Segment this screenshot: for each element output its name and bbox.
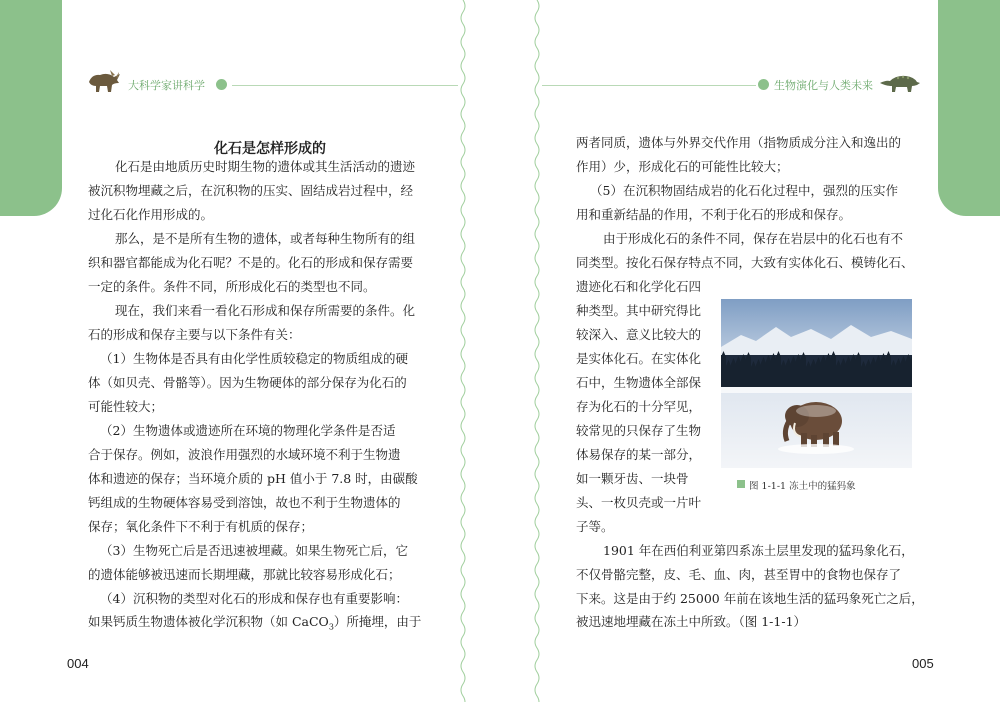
- left-body-text-line: （2）生物遗体或遗迹所在环境的物理化学条件是否适: [100, 423, 396, 438]
- right-body-text-line: 子等。: [576, 519, 614, 534]
- left-body-text-line: 织和器官都能成为化石呢？不是的。化石的形成和保存需要: [88, 255, 414, 270]
- header-dot-icon: [216, 79, 227, 90]
- left-body-text-line: 可能性较大；: [88, 399, 164, 414]
- left-body-text-line: 体（如贝壳、骨骼等）。因为生物硬体的部分保存为化石的: [88, 375, 407, 390]
- right-body-text-line: 是实体化石。在实体化: [576, 351, 702, 366]
- right-body-text-line: 下来。这是由于约 25000 年前在该地生活的猛玛象死亡之后，: [576, 591, 924, 606]
- left-body-text-line: 的遗体能够被迅速而长期埋藏，那就比较容易形成化石；: [88, 567, 401, 582]
- left-running-header: [82, 74, 458, 96]
- left-page-number: 004: [67, 656, 89, 671]
- right-body-text-line: 存为化石的十分罕见，: [576, 399, 702, 414]
- left-body-text-line: 保存；氧化条件下不利于有机质的保存；: [88, 519, 314, 534]
- left-body-text-line: 被沉积物埋藏之后，在沉积物的压实、固结成岩过程中，经: [88, 183, 414, 198]
- right-body-text-line: 两者同质，遗体与外界交代作用（指物质成分注入和逸出的: [576, 135, 902, 150]
- right-body-text-line: 种类型。其中研究得比: [576, 303, 702, 318]
- right-body-text-line: 体易保存的某一部分，: [576, 447, 702, 462]
- caption-marker-icon: [737, 480, 745, 488]
- right-body-text-line: 较深入、意义比较大的: [576, 327, 702, 342]
- header-rule: [542, 85, 756, 86]
- mammoth-in-permafrost-image: [721, 299, 912, 468]
- left-body-text-line: 现在，我们来看一看化石形成和保存所需要的条件。化: [115, 303, 416, 318]
- right-body-text-line: 被迅速地埋藏在冻土中所致。（图 1-1-1）: [576, 614, 807, 629]
- right-body-text-line: 头、一枚贝壳或一片叶: [576, 495, 702, 510]
- right-body-text-line: 如一颗牙齿、一块骨: [576, 471, 689, 486]
- left-body-text-line: 化石是由地质历史时期生物的遗体或其生活活动的遗迹: [115, 159, 416, 174]
- left-body-text-line: （3）生物死亡后是否迅速被埋藏。如果生物死亡后，它: [100, 543, 408, 558]
- left-body-text-line: 钙组成的生物硬体容易受到溶蚀，故也不利于生物遗体的: [88, 495, 401, 510]
- right-body-text-line: （5）在沉积物固结成岩的化石化过程中，强烈的压实作: [590, 183, 898, 198]
- left-body-text-line: 过化石化作用形成的。: [88, 207, 214, 222]
- header-rule: [232, 85, 458, 86]
- right-body-text-line: 用和重新结晶的作用，不利于化石的形成和保存。: [576, 207, 852, 222]
- header-dot-icon: [758, 79, 769, 90]
- figure-caption: 图 1-1-1 冻土中的猛犸象: [749, 481, 856, 492]
- gutter: [458, 0, 542, 702]
- right-body-text-line: 由于形成化石的条件不同，保存在岩层中的化石也有不: [603, 231, 904, 246]
- right-page-number: 005: [912, 656, 934, 671]
- right-body-text-line: 较常见的只保存了生物: [576, 423, 702, 438]
- right-body-text-line: 不仅骨骼完整，皮、毛、血、肉，甚至胃中的食物也保存了: [576, 567, 902, 582]
- left-body-text-line: 如果钙质生物遗体被化学沉积物（如 CaCO$_3$）所掩埋，由于: [88, 614, 422, 632]
- left-body-text-line: （1）生物体是否具有由化学性质较稳定的物质组成的硬: [100, 351, 408, 366]
- right-body-text-line: 1901 年在西伯利亚第四系冻土层里发现的猛玛象化石，: [603, 543, 914, 558]
- right-body-text-line: 石中，生物遗体全部保: [576, 375, 702, 390]
- left-body-text-line: 一定的条件。条件不同，所形成化石的类型也不同。: [88, 279, 376, 294]
- ankylosaurus-icon: [878, 70, 922, 94]
- left-body-text-line: （4）沉积物的类型对化石的形成和保存也有重要影响：: [100, 591, 408, 606]
- left-body-text-line: 体和遗迹的保存；当环境介质的 pH 值小于 7.8 时，由碳酸: [88, 471, 418, 486]
- left-edge-tab: [0, 0, 62, 216]
- left-body-text-line: 那么，是不是所有生物的遗体，或者每种生物所有的组: [115, 231, 416, 246]
- right-body-text-line: 遗迹化石和化学化石四: [576, 279, 702, 294]
- right-running-header: [542, 74, 932, 96]
- mammoth-scene-illustration: [721, 299, 912, 468]
- right-body-text-line: 作用）少，形成化石的可能性比较大；: [576, 159, 789, 174]
- left-body-text-line: 石的形成和保存主要与以下条件有关：: [88, 327, 301, 342]
- right-body-text-line: 同类型。按化石保存特点不同，大致有实体化石、模铸化石、: [576, 255, 914, 270]
- section-title: 化石是怎样形成的: [214, 141, 326, 157]
- gutter-wavy-line-right: [532, 0, 542, 702]
- right-header-title: 生物演化与人类未来: [774, 79, 873, 92]
- gutter-wavy-line-left: [458, 0, 468, 702]
- left-body-text-line: 合于保存。例如，波浪作用强烈的水域环境不利于生物遗: [88, 447, 401, 462]
- left-header-title: 大科学家讲科学: [128, 79, 205, 92]
- right-edge-tab: [938, 0, 1000, 216]
- triceratops-icon: [86, 68, 122, 94]
